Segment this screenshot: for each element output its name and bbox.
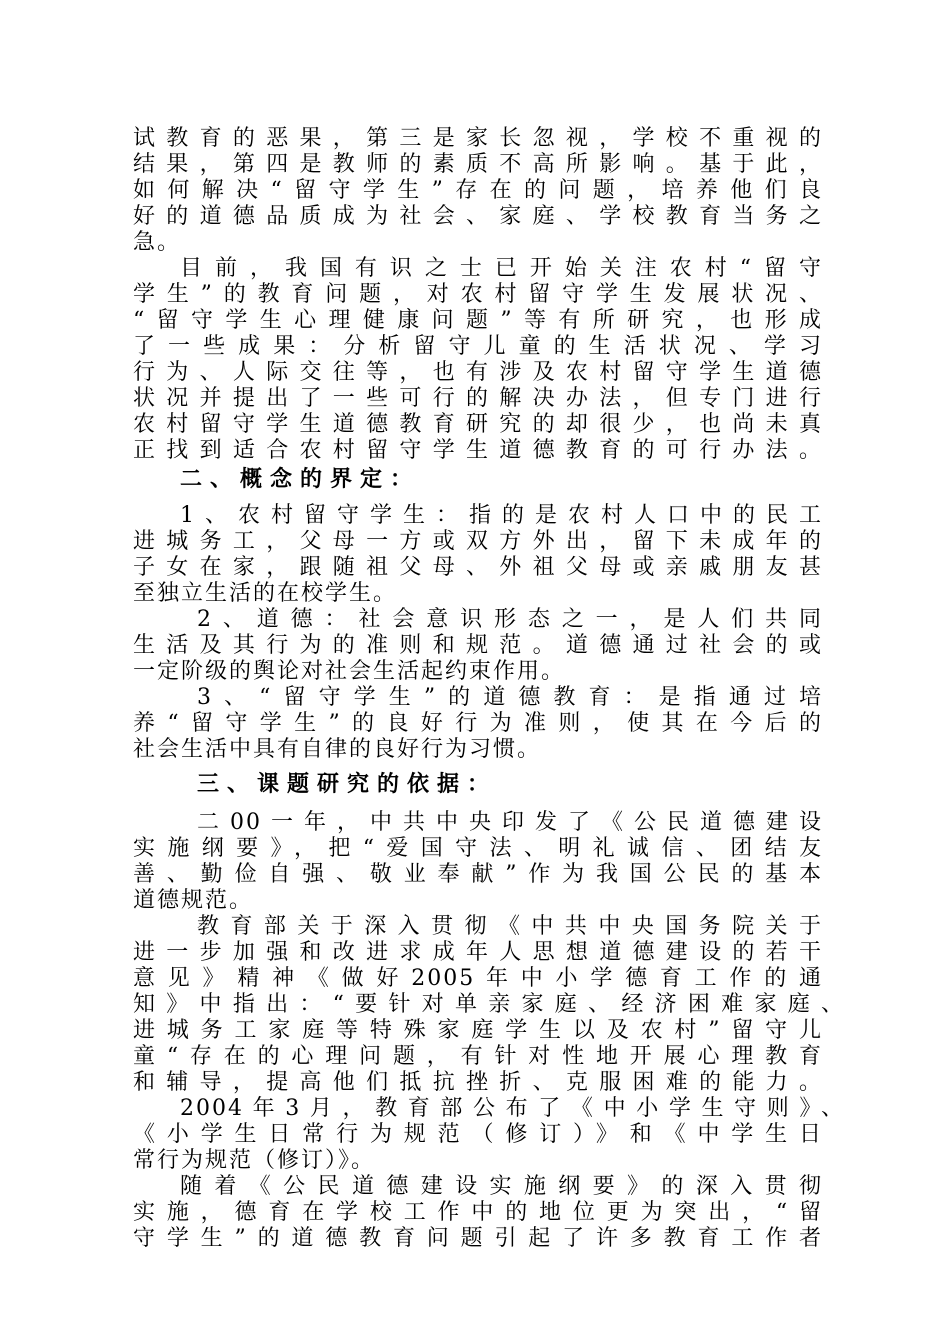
paragraph-line: 农村留守学生道德教育研究的却很少，也尚未真 xyxy=(133,412,823,437)
paragraph-line: 好的道德品质成为社会、家庭、学校教育当务之 xyxy=(133,204,823,229)
paragraph-line: 急。 xyxy=(133,230,182,255)
paragraph-line: 正找到适合农村留守学生道德教育的可行办法。 xyxy=(133,438,823,463)
paragraph-line: 童“存在的心理问题，有针对性地开展心理教育 xyxy=(133,1044,823,1069)
paragraph-line: 行为、人际交往等，也有涉及农村留守学生道德 xyxy=(133,360,823,385)
paragraph-line: 意见》精神《做好2005年中小学德育工作的通 xyxy=(133,966,823,991)
paragraph-line: 2、道德：社会意识形态之一，是人们共同 xyxy=(197,607,823,632)
paragraph-line: “留守学生心理健康问题”等有所研究，也形成 xyxy=(133,308,823,333)
paragraph-line: 学生”的教育问题，对农村留守学生发展状况、 xyxy=(133,282,823,307)
paragraph-line: 教育部关于深入贯彻《中共中央国务院关于 xyxy=(197,914,823,939)
paragraph-line: 了一些成果：分析留守儿童的生活状况、学习 xyxy=(133,334,823,359)
paragraph-line: 进一步加强和改进求成年人思想道德建设的若干 xyxy=(133,940,823,965)
paragraph-line: 《小学生日常行为规范（修订）》和《中学生日 xyxy=(133,1122,823,1147)
paragraph-line: 道德规范。 xyxy=(133,888,254,913)
paragraph-line: 3、“留守学生”的道德教育：是指通过培 xyxy=(197,685,823,710)
paragraph-line: 生活及其行为的准则和规范。道德通过社会的或 xyxy=(133,633,823,658)
paragraph-line: 至独立生活的在校学生。 xyxy=(133,581,398,606)
paragraph-line: 进城务工家庭等特殊家庭学生以及农村”留守儿 xyxy=(133,1018,823,1043)
paragraph-line: 如何解决“留守学生”存在的问题，培养他们良 xyxy=(133,178,823,203)
paragraph-line: 2004年3月，教育部公布了《中小学生守则》、 xyxy=(180,1096,845,1121)
paragraph-line: 实施，德育在学校工作中的地位更为突出，“留 xyxy=(133,1200,823,1225)
paragraph-line: 实施纲要》，把“爱国守法、明礼诚信、团结友 xyxy=(133,836,823,861)
paragraph-line: 状况并提出了一些可行的解决办法，但专门进行 xyxy=(133,386,823,411)
paragraph-line: 子女在家，跟随祖父母、外祖父母或亲戚朋友甚 xyxy=(133,555,823,580)
paragraph-line: 社会生活中具有自律的良好行为习惯。 xyxy=(133,737,542,762)
paragraph-line: 知》中指出：“要针对单亲家庭、经济困难家庭、 xyxy=(133,992,845,1017)
paragraph-line: 随着《公民道德建设实施纲要》的深入贯彻 xyxy=(180,1174,823,1199)
section-heading-2: 二、概念的界定： xyxy=(180,467,421,492)
paragraph-line: 一定阶级的舆论对社会生活起约束作用。 xyxy=(133,659,566,684)
paragraph-line: 二00一年，中共中央印发了《公民道德建设 xyxy=(197,810,823,835)
paragraph-line: 目前，我国有识之士已开始关注农村“留守 xyxy=(180,256,823,281)
paragraph-line: 进城务工，父母一方或双方外出，留下未成年的 xyxy=(133,529,823,554)
paragraph-line: 试教育的恶果，第三是家长忽视，学校不重视的 xyxy=(133,126,823,151)
paragraph-line: 1、农村留守学生：指的是农村人口中的民工 xyxy=(180,503,823,528)
paragraph-line: 和辅导，提高他们抵抗挫折、克服困难的能力。 xyxy=(133,1070,823,1095)
paragraph-line: 善、勤俭自强、敬业奉献”作为我国公民的基本 xyxy=(133,862,823,887)
paragraph-line: 常行为规范（修订）》。 xyxy=(133,1148,376,1173)
section-heading-3: 三、课题研究的依据： xyxy=(197,772,498,797)
paragraph-line: 养“留守学生”的良好行为准则，使其在今后的 xyxy=(133,711,823,736)
paragraph-line: 守学生”的道德教育问题引起了许多教育工作者 xyxy=(133,1226,823,1251)
paragraph-line: 结果，第四是教师的素质不高所影响。基于此， xyxy=(133,152,823,177)
